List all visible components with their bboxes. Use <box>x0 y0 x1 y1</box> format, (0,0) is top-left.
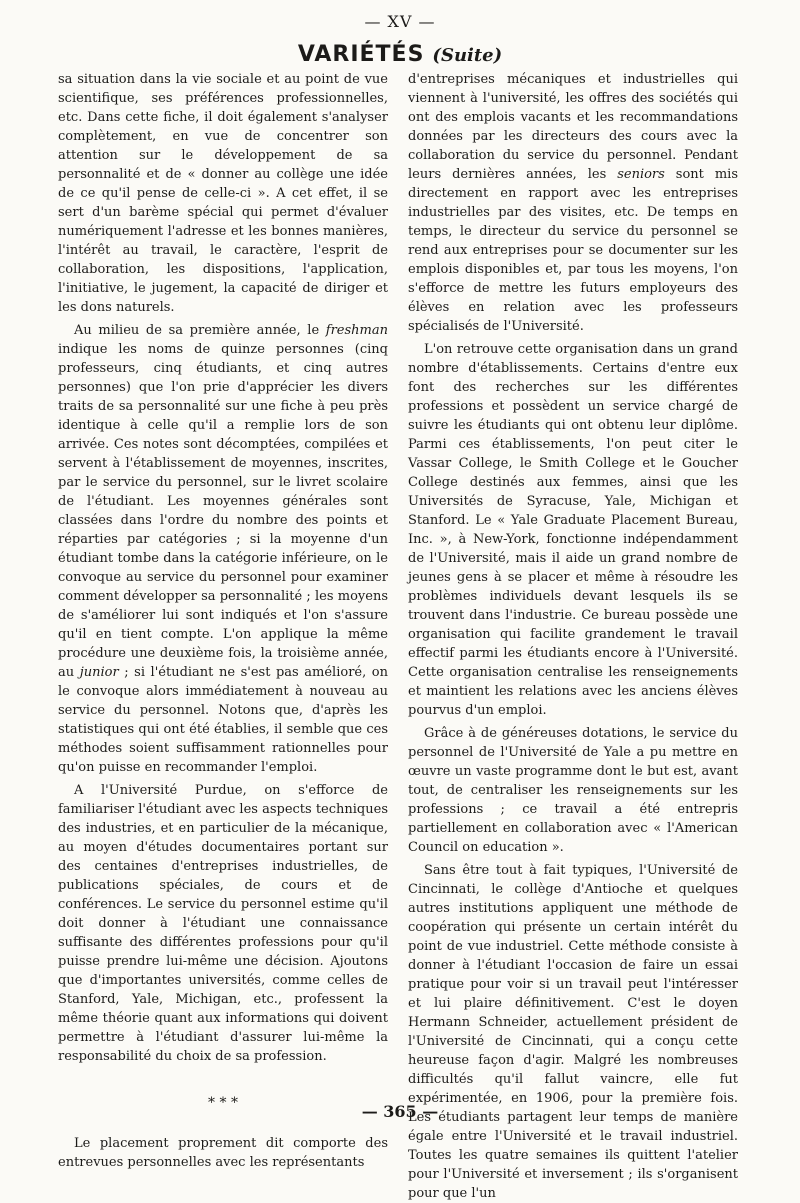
text-run: indique les noms de quinze personnes (cinq professeurs, cinq étudiants, et cinq autres personnes) que l'on prie d'apprécier les divers traits de sa personnalité sur une fiche à peu près identique à celle qu'il a remplie lors de son arrivée. Ces notes sont décomptées, compilées et servent à l'établissement de moyennes, inscrites, par le service du personnel, sur le livret scolaire de l'étudiant. Les moyennes générales sont classées dans l'ordre du nombre des points et réparties par catégories ; si la moyenne d'un étudiant tombe dans la catégorie inférieure, on le convoque au service du personnel pour examiner comment développer sa personnalité ; les moyens de s'améliorer lui sont indiqués et l'on s'assure qu'il en tient compte. L'on applique la même procédure une deuxième fois, la troisième année, au <box>58 342 388 680</box>
text-run: sont mis directement en rapport avec les entreprises industrielles par des visites, etc. De temps en temps, le directeur du service du personnel se rend aux entreprises pour se documenter sur les emplois disponibles et, par tous les moyens, l'on s'efforce de mettre les futurs employeurs des élèves en relation avec les professeurs spécialisés de l'Université. <box>408 167 738 334</box>
italic-term: junior <box>79 665 119 680</box>
page-number: — 365 — <box>361 1102 439 1121</box>
paragraph: Sans être tout à fait typiques, l'Université de Cincinnati, le collège d'Antioche et quelques autres institutions appliquent une méthode de coopération qui présente un certain intérêt du point de vue industriel. Cette méthode consiste à donner à l'étudiant l'occasion de faire un essai pratique pour voir si un travail peut l'intéresser et lui plaire définitivement. C'est le doyen Hermann Schneider, actuellement président de l'Université de Cincinnati, qui a conçu cette heureuse façon d'agir. Malgré les nombreuses difficultés qu'il fallut vaincre, elle fut expérimentée, en 1906, pour la première fois. Les étudiants partagent leur temps de manière égale entre l'Université et le travail industriel. Toutes les quatre semaines ils quittent l'atelier pour l'Université et inversement ; ils s'organisent pour que l'un <box>408 863 738 1201</box>
right-column <box>408 70 738 1201</box>
running-head <box>0 42 800 67</box>
left-column <box>58 70 388 1170</box>
paragraph: Le placement proprement dit comporte des entrevues personnelles avec les représentants <box>58 1136 388 1170</box>
text-run: Au milieu de sa première année, le <box>74 323 326 338</box>
paragraph <box>408 70 738 336</box>
paragraph: L'on retrouve cette organisation dans un grand nombre d'établissements. Certains d'entre eux font des recherches sur les différentes professions et possèdent un service chargé de suivre les étudiants qui ont obtenu leur diplôme. Parmi ces établissements, l'on peut citer le Vassar College, le Smith College et le Goucher College destinés aux femmes, ainsi que les Universités de Syracuse, Yale, Michigan et Stanford. Le « Yale Graduate Placement Bureau, Inc. », à New-York, fonctionne indépendamment de l'Université, mais il aide un grand nombre de jeunes gens à se placer et même à résoudre les problèmes individuels devant lesquels ils se trouvent dans l'industrie. Ce bureau possède une organisation qui facilite grandement le travail effectif parmi les étudiants encore à l'Université. Cette organisation centralise les renseignements et maintient les relations avec les anciens élèves pourvus d'un emploi. <box>408 342 738 718</box>
text-run: d'entreprises mécaniques et industrielles qui viennent à l'université, les offres des sociétés qui ont des emplois vacants et les recommandations données par les directeurs des cours avec la collaboration du service du personnel. Pendant leurs dernières années, les <box>408 72 738 182</box>
text-run: ; si l'étudiant ne s'est pas amélioré, on le convoque alors immédiatement à nouveau au service du personnel. Notons que, d'après les statistiques qui ont été établies, il semble que ces méthodes soient suffisamment rationnelles pour qu'on puisse en recommander l'emploi. <box>58 665 388 775</box>
section-suite: (Suite) <box>432 45 503 66</box>
asterism-divider: * * * <box>208 1095 238 1111</box>
italic-term: freshman <box>325 323 388 338</box>
italic-term: seniors <box>617 167 665 182</box>
section-title: VARIÉTÉS <box>297 42 425 67</box>
paragraph: sa situation dans la vie sociale et au point de vue scientifique, ses préférences professionnelles, etc. Dans cette fiche, il doit également s'analyser complètement, en vue de concentrer son attention sur le développement de sa personnalité et de « donner au collège une idée de ce qu'il pense de celle-ci ». A cet effet, il se sert d'un barème spécial qui permet d'évaluer numériquement l'adresse et les bonnes manières, l'intérêt au travail, le caractère, l'esprit de collaboration, les dispositions, l'application, l'initiative, le jugement, la capacité de diriger et les dons naturels. <box>58 72 388 315</box>
paragraph: A l'Université Purdue, on s'efforce de familiariser l'étudiant avec les aspects techniques des industries, et en particulier de la mécanique, au moyen d'études documentaires portant sur des centaines d'entreprises industrielles, de publications spéciales, de cours et de conférences. Le service du personnel estime qu'il doit donner à l'étudiant une connaissance suffisante des différentes professions pour qu'il puisse prendre lui-même une décision. Ajoutons que d'importantes universités, comme celles de Stanford, Yale, Michigan, etc., professent la même théorie quant aux informations qui doivent permettre à l'étudiant d'assurer lui-même la responsabilité du choix de sa profession. <box>58 783 388 1064</box>
paragraph: Grâce à de généreuses dotations, le service du personnel de l'Université de Yale a pu mettre en œuvre un vaste programme dont le but est, avant tout, de centraliser les renseignements sur les professions ; ce travail a été entrepris partiellement en collaboration avec « l'American Council on education ». <box>408 726 738 855</box>
roman-folio: — XV — <box>364 12 436 31</box>
paragraph <box>58 321 388 777</box>
